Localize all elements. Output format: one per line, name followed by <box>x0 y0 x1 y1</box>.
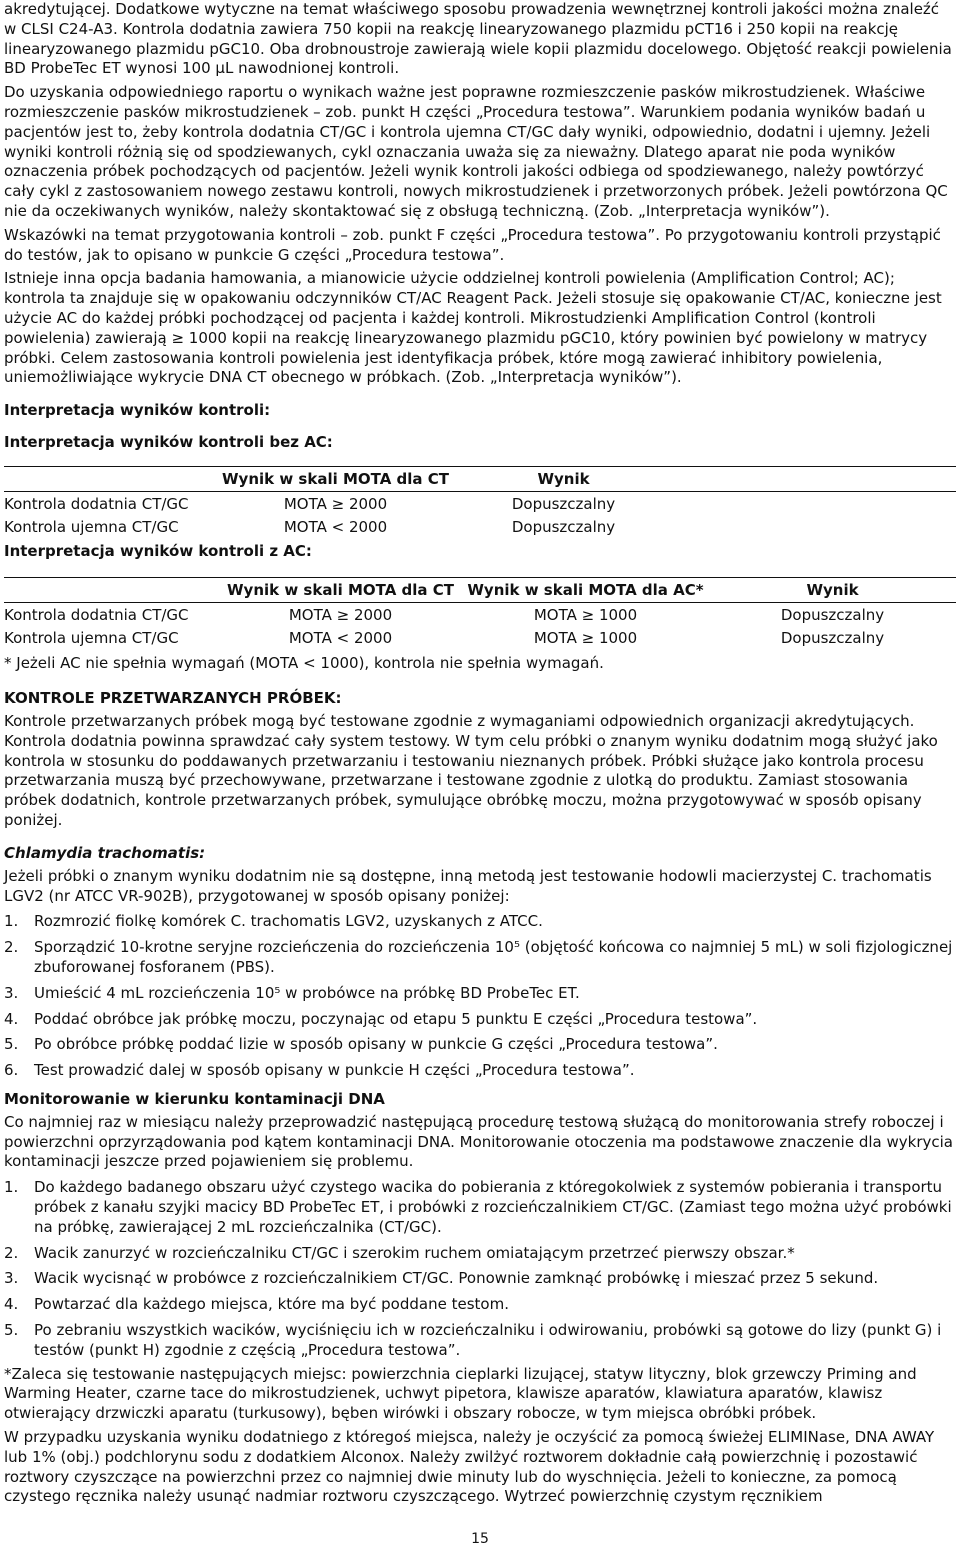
list-item-number: 3. <box>4 1269 19 1288</box>
table-cell: MOTA ≥ 1000 <box>533 629 638 648</box>
table-cell: Dopuszczalny <box>511 518 616 537</box>
table-row <box>4 627 956 651</box>
chlamydia-steps-list <box>4 912 956 1081</box>
table-header-cell: Wynik <box>457 467 670 492</box>
list-item-number: 1. <box>4 912 19 931</box>
list-item-text: Rozmrozić fiolkę komórek C. trachomatis LGV2, uzyskanych z ATCC. <box>34 912 543 931</box>
list-item <box>4 912 956 932</box>
list-item <box>4 1061 956 1081</box>
page-number: 15 <box>471 1531 489 1547</box>
table-row <box>4 492 956 516</box>
table-cell: MOTA ≥ 1000 <box>533 605 638 624</box>
paragraph-processed-sample-controls: Kontrole przetwarzanych próbek mogą być testowane zgodnie z wymaganiami odpowiednich organizacji akredytujących. Kontrola dodatnia powinna sprawdzać cały system testowy. W tym celu próbki o znanym wyniku dodatnim mogą służyć jako kontrola w stosunku do poddawanych przetwarzaniu i testowaniu nieznanych próbek. Próbki służące jako kontrola procesu przetwarzania muszą być przechowywane, przetwarzane i testowane zgodnie z ulotką do produktu. Zamiast stosowania próbek dodatnich, kontrole przetwarzanych próbek, symulujące obróbkę moczu, można przygotowywać w sposób opisany poniżej. <box>4 711 938 829</box>
list-item-text: Po obróbce próbkę poddać lizie w sposób opisany w punkcie G części „Procedura testowa”. <box>34 1035 718 1054</box>
list-item-text: Powtarzać dla każdego miejsca, które ma być poddane testom. <box>34 1295 509 1314</box>
table-row <box>4 603 956 627</box>
table-cell: MOTA ≥ 2000 <box>283 494 388 513</box>
paragraph-amplification-control: Istnieje inna opcja badania hamowania, a mianowicie użycie oddzielnej kontroli powielenia (Amplification Control; AC); kontrola ta znajduje się w opakowaniu odczynników CT/AC Reagent Pack. Jeżeli stosuje się opakowanie CT/AC, konieczne jest użycie AC do każdej próbki pochodzącej od pacjenta i każdej kontroli. Mikrostudzienki Amplification Control (kontroli powielenia) zawierają ≥ 1000 kopii na reakcję linearyzowanego plazmidu pGC10, który powinien być powielony w matrycy próbki. Celem zastosowania kontroli powielenia jest identyfikacja próbek, które mogą zawierać inhibitory powielenia, uniemożliwiające wykrycie DNA CT obecnego w próbkach. (Zob. „Interpretacja wyników”). <box>4 269 942 387</box>
heading-interpretation-without-ac: Interpretacja wyników kontroli bez AC: <box>4 433 333 452</box>
paragraph-control-preparation: Wskazówki na temat przygotowania kontroli – zob. punkt F części „Procedura testowa”. Po przygotowaniu kontroli przystąpić do testów, jak to opisano w punkcie G części „Procedura testowa”. <box>4 225 941 264</box>
table-header-cell: Wynik w skali MOTA dla AC* <box>462 578 709 603</box>
list-item-text: Poddać obróbce jak próbkę moczu, poczynając od etapu 5 punktu E części „Procedura testowa”. <box>34 1009 758 1028</box>
list-item <box>4 938 956 978</box>
list-item-text: Po zebraniu wszystkich wacików, wyciśnięciu ich w rozcieńczalniku i odwirowaniu, probówki są gotowe do lizy (punkt G) i testów (punkt H) zgodnie z częścią „Procedura testowa”. <box>34 1321 942 1359</box>
table-cell: Kontrola dodatnia CT/GC <box>4 494 189 513</box>
list-item-text: Wacik wycisnąć w probówce z rozcieńczalnikiem CT/GC. Ponownie zamknąć probówkę i mieszać przez 5 sekund. <box>34 1269 879 1288</box>
table-header-cell <box>670 467 956 492</box>
paragraph-dna-monitoring: Co najmniej raz w miesiącu należy przeprowadzić następującą procedurę testową służącą do monitorowania strefy roboczej i powierzchni oprzyrządowania pod kątem kontaminacji DNA. Monitorowanie otoczenia ma podstawowe znaczenie dla wykrycia kontaminacji jeszcze przed pojawieniem się problemu. <box>4 1112 953 1171</box>
list-item <box>4 1244 956 1264</box>
document-page <box>4 0 956 1507</box>
list-item-number: 4. <box>4 1009 19 1028</box>
paragraph-chlamydia-culture: Jeżeli próbki o znanym wyniku dodatnim nie są dostępne, inną metodą jest testowanie hodowli macierzystej C. trachomatis LGV2 (nr ATCC VR-902B), przygotowanej w sposób opisany poniżej: <box>4 866 932 905</box>
list-item-number: 2. <box>4 1243 19 1262</box>
list-item-number: 5. <box>4 1035 19 1054</box>
list-item-text: Sporządzić 10-krotne seryjne rozcieńczenia do rozcieńczenia 10⁵ (objętość końcowa co najmniej 5 mL) w soli fizjologicznej zbuforowanej fosforanem (PBS). <box>34 938 953 976</box>
table-results-with-ac <box>4 577 956 650</box>
table-header-cell <box>4 578 219 603</box>
table-cell <box>670 492 956 516</box>
paragraph-recommended-locations: *Zaleca się testowanie następujących miejsc: powierzchnia cieplarki lizującej, statyw lityczny, blok grzewczy Priming and Warming Heater, czarne tace do mikrostudzienek, uchwyt pipetora, klawisze aparatów, klawiatura aparatów, klawisz otwierający drzwiczki aparatu (turkusowy), bęben wirówki i obszary robocze, w tym miejsca obróbki próbek. <box>4 1364 917 1423</box>
list-item <box>4 1321 956 1361</box>
list-item-number: 3. <box>4 983 19 1002</box>
table-header-cell: Wynik <box>709 578 956 603</box>
table-results-without-ac <box>4 466 956 539</box>
table-cell: Kontrola ujemna CT/GC <box>4 629 179 648</box>
table-cell <box>670 516 956 540</box>
list-item-text: Test prowadzić dalej w sposób opisany w punkcie H części „Procedura testowa”. <box>34 1061 635 1080</box>
table-cell: Kontrola dodatnia CT/GC <box>4 605 189 624</box>
list-item <box>4 1295 956 1315</box>
paragraph-accreditation: akredytującej. Dodatkowe wytyczne na temat właściwego sposobu prowadzenia wewnętrznej kontroli jakości można znaleźć w CLSI C24-A3. Kontrola dodatnia zawiera 750 kopii na reakcję linearyzowanego plazmidu pCT16 i 250 kopii na reakcję linearyzowanego plazmidu pGC10. Oba drobnoustroje zawierają wiele kopii plazmidu docelowego. Objętość reakcji powielenia BD ProbeTec ET wynosi 100 µL nawodnionej kontroli. <box>4 0 952 78</box>
heading-interpretation-with-ac: Interpretacja wyników kontroli z AC: <box>4 542 312 561</box>
heading-chlamydia-trachomatis: Chlamydia trachomatis: <box>4 843 206 862</box>
table-cell: Kontrola ujemna CT/GC <box>4 518 179 537</box>
list-item <box>4 1010 956 1030</box>
list-item-text: Umieścić 4 mL rozcieńczenia 10⁵ w probówce na próbkę BD ProbeTec ET. <box>34 983 580 1002</box>
dna-monitoring-steps-list <box>4 1178 956 1360</box>
heading-dna-contamination-monitoring: Monitorowanie w kierunku kontaminacji DNA <box>4 1089 385 1108</box>
list-item-number: 2. <box>4 938 19 957</box>
list-item-text: Do każdego badanego obszaru użyć czystego wacika do pobierania z któregokolwiek z systemów pobierania i transportu próbek z kanału szyjki macicy BD ProbeTec ET, i probówki z rozcieńczalnikiem CT/GC. (Zamiast tego można użyć probówki na próbkę, zawierającej 2 mL rozcieńczalnika (CT/GC). <box>34 1178 952 1236</box>
table-header-cell: Wynik w skali MOTA dla CT <box>219 578 462 603</box>
table-header-row <box>4 467 956 492</box>
table-cell: MOTA ≥ 2000 <box>288 605 393 624</box>
heading-processed-sample-controls: KONTROLE PRZETWARZANYCH PRÓBEK: <box>4 688 342 707</box>
list-item-number: 4. <box>4 1295 19 1314</box>
list-item <box>4 1178 956 1237</box>
list-item-number: 5. <box>4 1321 19 1340</box>
list-item <box>4 1269 956 1289</box>
heading-control-interpretation: Interpretacja wyników kontroli: <box>4 401 271 420</box>
list-item-number: 6. <box>4 1061 19 1080</box>
table-cell: MOTA < 2000 <box>288 629 393 648</box>
table-cell: Dopuszczalny <box>511 494 616 513</box>
table-header-cell <box>4 467 214 492</box>
list-item <box>4 984 956 1004</box>
paragraph-cleaning-instructions: W przypadku uzyskania wyniku dodatniego z któregoś miejsca, należy je oczyścić za pomocą świeżej ELIMINase, DNA AWAY lub 1% (obj.) podchlorynu sodu z dodatkiem Alconox. Należy zwilżyć roztworem dokładnie całą powierzchnię i pozostawić roztwory czyszczące na powierzchni przez co najmniej dwie minuty lub do wyschnięcia. Jeżeli to konieczne, za pomocą czystego ręcznika należy usunąć nadmiar roztworu czyszczącego. Wytrzeć powierzchnię czystym ręcznikiem <box>4 1428 935 1506</box>
table-header-row <box>4 578 956 603</box>
paragraph-microwell-placement: Do uzyskania odpowiedniego raportu o wynikach ważne jest poprawne rozmieszczenie pasków mikrostudzienek. Właściwe rozmieszczenie pasków mikrostudzienek – zob. punkt H części „Procedura testowa”. Warunkiem podania wyników badań u pacjentów jest to, żeby kontrola dodatnia CT/GC i kontrola ujemna CT/GC dały wyniki, odpowiednio, dodatni i ujemny. Jeżeli wyniki kontroli różnią się od spodziewanych, cykl oznaczania uważa się za nieważny. Dlatego aparat nie poda wyników oznaczenia próbek pochodzących od pacjentów. Jeżeli wynik kontroli jakości odbiega od spodziewanego, należy powtórzyć cały cykl z zastosowaniem nowego zestawu kontroli, nowych mikrostudzienek i przetworzonych próbek. Jeżeli powtórzona QC nie da oczekiwanych wyników, należy skontaktować się z obsługą techniczną. (Zob. „Interpretacja wyników”). <box>4 83 948 220</box>
table-cell: Dopuszczalny <box>780 605 885 624</box>
table-cell: Dopuszczalny <box>780 629 885 648</box>
list-item <box>4 1035 956 1055</box>
table-row <box>4 516 956 540</box>
table-header-cell: Wynik w skali MOTA dla CT <box>214 467 457 492</box>
list-item-text: Wacik zanurzyć w rozcieńczalniku CT/GC i szerokim ruchem omiatającym przetrzeć pierwszy obszar.* <box>34 1243 795 1262</box>
list-item-number: 1. <box>4 1178 19 1197</box>
table-footnote: * Jeżeli AC nie spełnia wymagań (MOTA < 1000), kontrola nie spełnia wymagań. <box>4 654 604 673</box>
table-cell: MOTA < 2000 <box>283 518 388 537</box>
